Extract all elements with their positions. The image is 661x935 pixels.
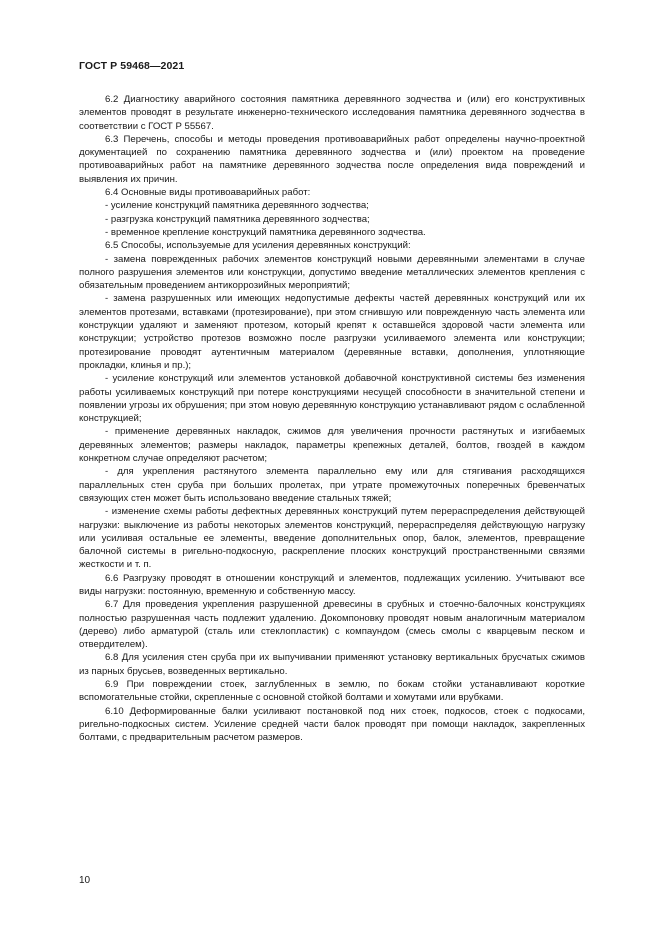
list-item: - замена разрушенных или имеющих недопустимые дефекты частей деревянных конструкций или их элементов протезами, вставками (протезирование), при этом сгнившую или поврежденную часть элемента или конструкции удаляют и заменяют протезом, который крепят к оставшейся здоровой части элемента или конструкции; устройство протезов возможно после разгрузки усиливаемого элемента или конструкции; протезирование проводят аутентичным материалом (деревянные вставки, дополнения, уплотняющие прокладки, клинья и пр.);: [79, 293, 585, 371]
page-number: 10: [79, 875, 91, 886]
list-item: - изменение схемы работы дефектных деревянных конструкций путем перераспределения действующей нагрузки: выключение из работы некоторых элементов конструкций, перераспределяя действующую нагрузку или усиливая остальные ее элементы, введение дополнительных опор, балок, элементов, превращение балочной системы в ригельно-подкосную, раскрепление плоских конструкций пространственными связями жесткости и т. п.: [79, 506, 585, 571]
paragraph-6-9: 6.9 При повреждении стоек, заглубленных в землю, по бокам стойки устанавливают короткие вспомогательные стойки, скрепленные с основной стойкой болтами и хомутами или врубками.: [79, 679, 585, 704]
list-item: - для укрепления растянутого элемента параллельно ему или для стягивания расходящихся параллельных стен сруба при больших пролетах, при утрате промежуточных поперечных бревенчатых связующих стен может быть использовано введение стальных тяжей;: [79, 466, 585, 504]
paragraph-6-4: 6.4 Основные виды противоаварийных работ:: [105, 187, 311, 199]
list-item: - разгрузка конструкций памятника деревянного зодчества;: [105, 213, 370, 225]
list-item: - временное крепление конструкций памятника деревянного зодчества.: [105, 226, 426, 238]
paragraph-6-10: 6.10 Деформированные балки усиливают постановкой под них стоек, подкосов, стоек с подкосами, ригельно-подкосных систем. Усиление средней части балок проводят при помощи накладок, закрепленных болтами, с предварительным расчетом размеров.: [79, 705, 585, 744]
paragraph-6-2: 6.2 Диагностику аварийного состояния памятника деревянного зодчества и (или) его конструктивных элементов проводят в результате инженерно-технического исследования памятника деревянного зодчества в соответствии с ГОСТ Р 55567.: [79, 94, 585, 132]
document-body: [79, 93, 585, 745]
document-header: ГОСТ Р 59468—2021: [79, 60, 185, 72]
paragraph-6-6: 6.6 Разгрузку проводят в отношении конструкций и элементов, подлежащих усилению. Учитывают все виды нагрузки: постоянную, временную и собственную массу.: [79, 572, 585, 597]
paragraph-6-3: 6.3 Перечень, способы и методы проведения противоаварийных работ определены научно-проектной документацией по сохранению памятника деревянного зодчества и (или) проектом на проведение противоаварийных работ на памятнике деревянного зодчества после определения вида повреждений и выявления их причин.: [79, 133, 585, 185]
paragraph-6-5: 6.5 Способы, используемые для усиления деревянных конструкций:: [105, 240, 411, 252]
list-item: - усиление конструкций памятника деревянного зодчества;: [105, 200, 369, 212]
list-item: - замена поврежденных рабочих элементов конструкций новыми деревянными элементами в случае полного разрушения элементов или конструкции, допустимо введение металлических элементов крепления с обязательным проведением антикоррозийных мероприятий;: [79, 253, 585, 292]
list-item: - применение деревянных накладок, сжимов для увеличения прочности растянутых и изгибаемых деревянных элементов; размеры накладок, параметры крепежных деталей, болтов, гвоздей в каждом конкретном случае определяют расчетом;: [79, 426, 585, 465]
list-item: - усиление конструкций или элементов установкой добавочной конструктивной системы без изменения работы усиливаемых конструкций при потере конструкциями несущей способности в значительной степени и появлении угрозы их обрушения; при этом новую деревянную конструкцию устанавливают рядом с ослабленной конструкцией;: [79, 373, 585, 425]
paragraph-6-7: 6.7 Для проведения укрепления разрушенной древесины в срубных и стоечно-балочных конструкциях полностью разрушенная часть подлежит удалению. Докомпоновку проводят новым аналогичным материалом (дерево) либо арматурой (сталь или стеклопластик) с компаундом (смесь смолы с кварцевым песком и отвердителем).: [79, 599, 585, 651]
paragraph-6-8: 6.8 Для усиления стен сруба при их выпучивании применяют установку вертикальных брусчатых сжимов из парных брусьев, возведенных вертикально.: [79, 652, 585, 677]
